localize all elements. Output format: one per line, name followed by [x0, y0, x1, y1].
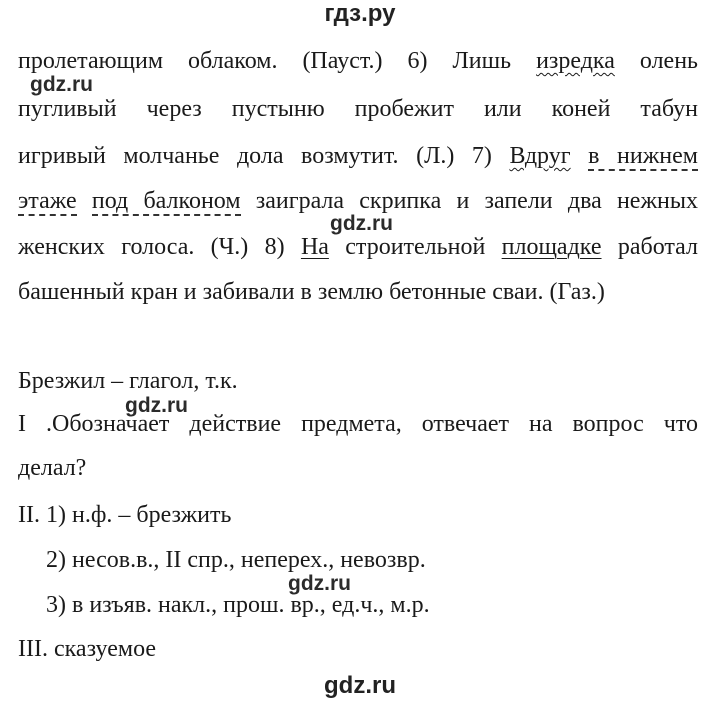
underlined-adverb: Вдруг [509, 143, 571, 169]
text-fragment [571, 143, 589, 169]
underlined-phrase: этаже [18, 188, 77, 214]
text-fragment: олень [614, 48, 698, 74]
site-footer: gdz.ru [324, 672, 396, 699]
analysis-point-1: I .Обозначает действие предмета, отвечает на вопрос что [18, 411, 698, 437]
analysis-point-2-sub-3: 3) в изъяв. накл., прош. вр., ед.ч., м.р. [46, 592, 430, 618]
watermark: gdz.ru [125, 394, 188, 417]
text-fragment: строительной [328, 234, 502, 260]
underlined-phrase: под балконом [91, 188, 241, 214]
watermark: gdz.ru [330, 212, 393, 235]
watermark: gdz.ru [288, 572, 351, 595]
text-fragment: женских голоса. (Ч.) 8) [18, 234, 301, 260]
text-fragment: пролетающим облаком. (Пауст.) 6) Лишь [18, 48, 537, 74]
text-line-3 [18, 141, 698, 171]
site-header: гдз.ру [324, 0, 396, 27]
text-fragment: работал [601, 234, 699, 260]
underlined-phrase: в нижнем [588, 143, 698, 169]
analysis-point-2-sub-2: 2) несов.в., II спр., неперех., невозвр. [46, 547, 426, 573]
text-line-5 [18, 232, 698, 262]
analysis-title: Брезжил – глагол, т.к. [18, 368, 238, 394]
text-fragment: заиграла скрипка и запели два нежных [240, 188, 698, 214]
underlined-preposition: На [300, 234, 329, 260]
text-fragment [77, 188, 92, 214]
text-line-6: башенный кран и забивали в землю бетонные сваи. (Газ.) [18, 279, 605, 305]
analysis-point-2: II. 1) н.ф. – брезжить [18, 502, 232, 528]
underlined-noun: площадке [501, 234, 602, 260]
text-line-2: пугливый через пустыню пробежит или коней табун [18, 96, 698, 122]
analysis-point-1-cont: делал? [18, 455, 87, 481]
watermark: gdz.ru [30, 73, 93, 96]
text-line-1 [18, 46, 698, 76]
text-fragment: игривый молчанье дола возмутит. (Л.) 7) [18, 143, 510, 169]
analysis-point-3: III. сказуемое [18, 636, 157, 662]
underlined-adverb: изредка [536, 48, 615, 74]
